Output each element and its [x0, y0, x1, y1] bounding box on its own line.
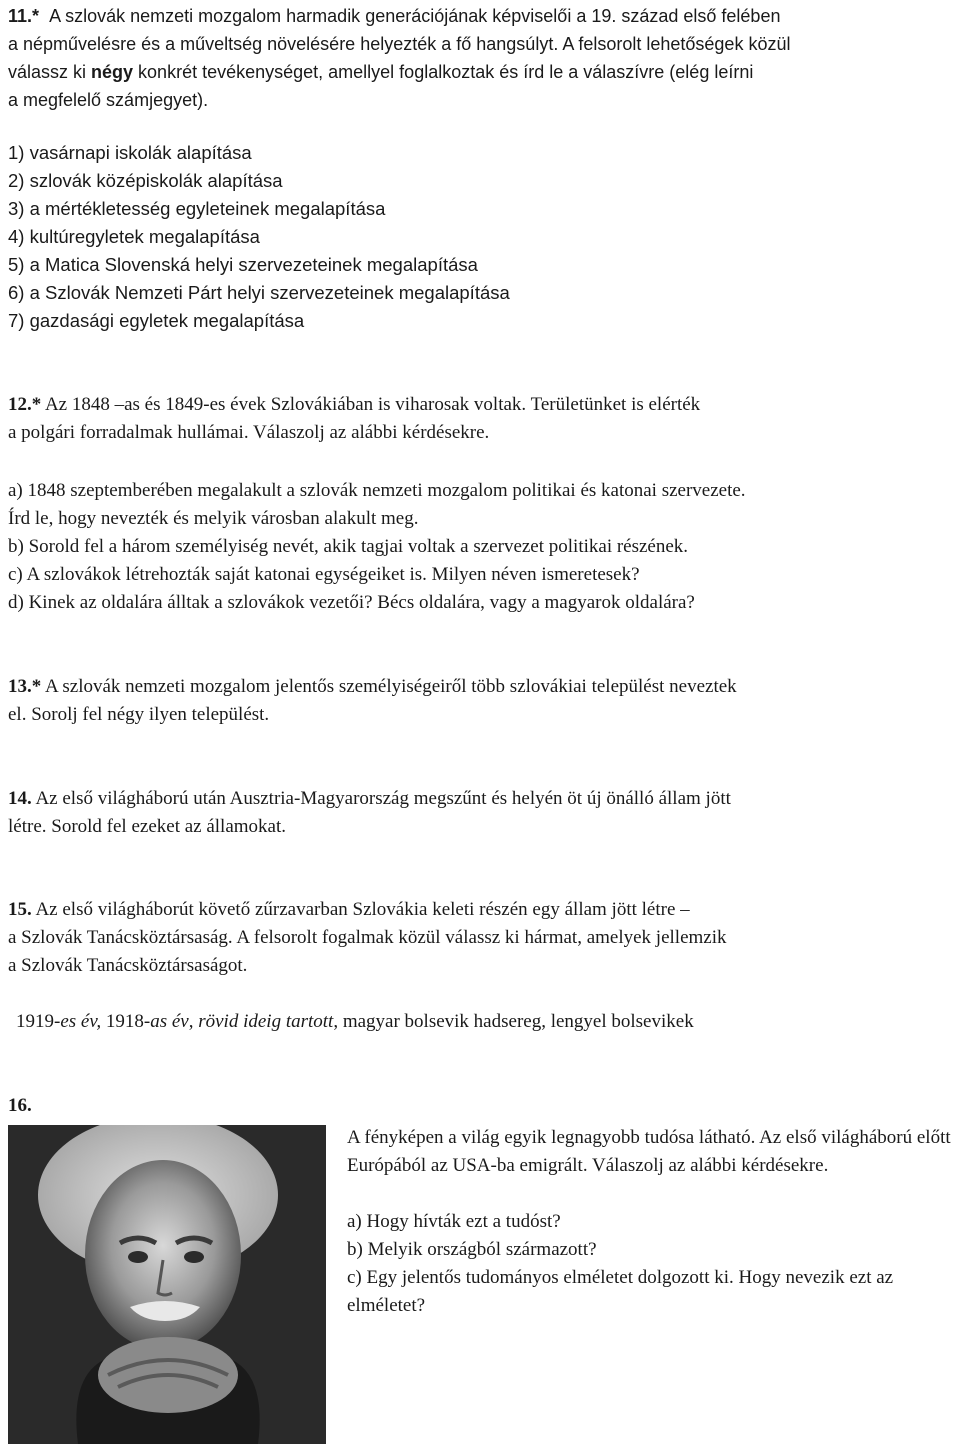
q12-b: b) Sorold fel a három személyiség nevét, akik tagjai voltak a szervezet politikai részének. [8, 536, 689, 557]
portrait-illustration [8, 1125, 326, 1444]
question-11 [8, 2, 954, 114]
q14-line1-text: Az első világháború után Ausztria-Magyarország megszűnt és helyén öt új önálló állam jött [31, 788, 731, 809]
concept-1918-a: 1918- [101, 1011, 151, 1032]
q15-line-2: a Szlovák Tanácsköztársaság. A felsorolt fogalmak közül válassz ki hármat, amelyek jellemzik [8, 927, 727, 948]
list-item: 2) szlovák középiskolák alapítása [8, 170, 283, 191]
q14-number: 14. [8, 788, 32, 809]
q12-d: d) Kinek az oldalára álltak a szlovákok vezetői? Bécs oldalára, vagy a magyarok oldalára? [8, 592, 695, 613]
q13-line1-text: A szlovák nemzeti mozgalom jelentős személyiségeiről több szlovákiai települést neveztek [41, 676, 737, 697]
list-item: 3) a mértékletesség egyleteinek megalapítása [8, 198, 386, 219]
q13-line-1 [8, 673, 954, 701]
list-item: 1) vasárnapi iskolák alapítása [8, 142, 252, 163]
q16-text [347, 1124, 957, 1320]
q11-intro-line3-a: válassz ki [8, 62, 92, 82]
scientist-photo [8, 1125, 326, 1444]
q11-line-4: a megfelelő számjegyet). [8, 90, 209, 110]
question-12 [8, 391, 954, 447]
concept-sep: , [188, 1011, 199, 1032]
q16-intro: A fényképen a világ egyik legnagyobb tudósa látható. Az első világháború előtt Európából az USA-ba emigrált. Válaszolj az alábbi kérdésekre. [347, 1127, 951, 1176]
q12-c: c) A szlovákok létrehozták saját katonai egységeiket is. Milyen néven ismeretesek? [8, 564, 640, 585]
list-item: 7) gazdasági egyletek megalapítása [8, 310, 305, 331]
q15-line1-text: Az első világháborút követő zűrzavarban Szlovákia keleti részén egy állam jött létre – [31, 899, 690, 920]
q15-number: 15. [8, 899, 32, 920]
question-13 [8, 673, 954, 729]
q16-spacer [347, 1180, 957, 1208]
q11-number: 11.* [8, 6, 40, 26]
q11-intro-bold: négy [91, 62, 134, 82]
q16-a: a) Hogy hívták ezt a tudóst? [347, 1211, 561, 1232]
q11-line-2: a népművelésre és a műveltség növelésére helyezték a fő hangsúlyt. A felsorolt lehetőségek közül [8, 34, 791, 54]
list-item: 6) a Szlovák Nemzeti Párt helyi szervezeteinek megalapítása [8, 282, 510, 303]
q15-line-3: a Szlovák Tanácsköztársaságot. [8, 955, 248, 976]
q11-intro-line3-b: konkrét tevékenységet, amellyel foglalkoztak és írd le a válaszívre (elég leírni [133, 62, 754, 82]
list-item: 4) kultúregyletek megalapítása [8, 226, 260, 247]
q12-number: 12.* [8, 394, 42, 415]
q16-b: b) Melyik országból származott? [347, 1239, 597, 1260]
concept-1919-b: es év, [60, 1011, 102, 1032]
q11-line-3 [8, 58, 954, 86]
q15-concepts-line [16, 1008, 960, 1036]
question-14 [8, 785, 954, 841]
list-item: 5) a Matica Slovenská helyi szervezeteinek megalapítása [8, 254, 478, 275]
concept-rest: , magyar bolsevik hadsereg, lengyel bolsevikek [333, 1011, 694, 1032]
question-16-number [8, 1092, 954, 1120]
q13-line-2: el. Sorolj fel négy ilyen települést. [8, 704, 270, 725]
q11-line-1 [8, 2, 954, 30]
q12-a-line1: a) 1848 szeptemberében megalakult a szlovák nemzeti mozgalom politikai és katonai szervezete. [8, 480, 746, 501]
concept-1918-b: as év [150, 1011, 189, 1032]
q12-a-line2: Írd le, hogy nevezték és melyik városban alakult meg. [8, 508, 419, 529]
q12-line-2: a polgári forradalmak hullámai. Válaszolj az alábbi kérdésekre. [8, 422, 490, 443]
q11-intro-line1: A szlovák nemzeti mozgalom harmadik generációjának képviselői a 19. század első felében [49, 6, 781, 26]
question-15 [8, 896, 954, 980]
q16-c: c) Egy jelentős tudományos elméletet dolgozott ki. Hogy nevezik ezt az elméletet? [347, 1267, 894, 1316]
q13-number: 13.* [8, 676, 42, 697]
q14-line-1 [8, 785, 954, 813]
q12-subquestions [8, 477, 954, 617]
q15-concepts [16, 1008, 960, 1036]
q15-line-1 [8, 896, 954, 924]
q14-line-2: létre. Sorold fel ezeket az államokat. [8, 816, 287, 837]
concept-1919-a: 1919- [16, 1011, 61, 1032]
concept-short-lived: rövid ideig tartott [198, 1011, 334, 1032]
q12-line-1 [8, 391, 954, 419]
q16-number: 16. [8, 1095, 32, 1116]
q12-line1-text: Az 1848 –as és 1849-es évek Szlovákiában is viharosak voltak. Területünket is elérték [41, 394, 701, 415]
q11-options-list [8, 139, 510, 335]
